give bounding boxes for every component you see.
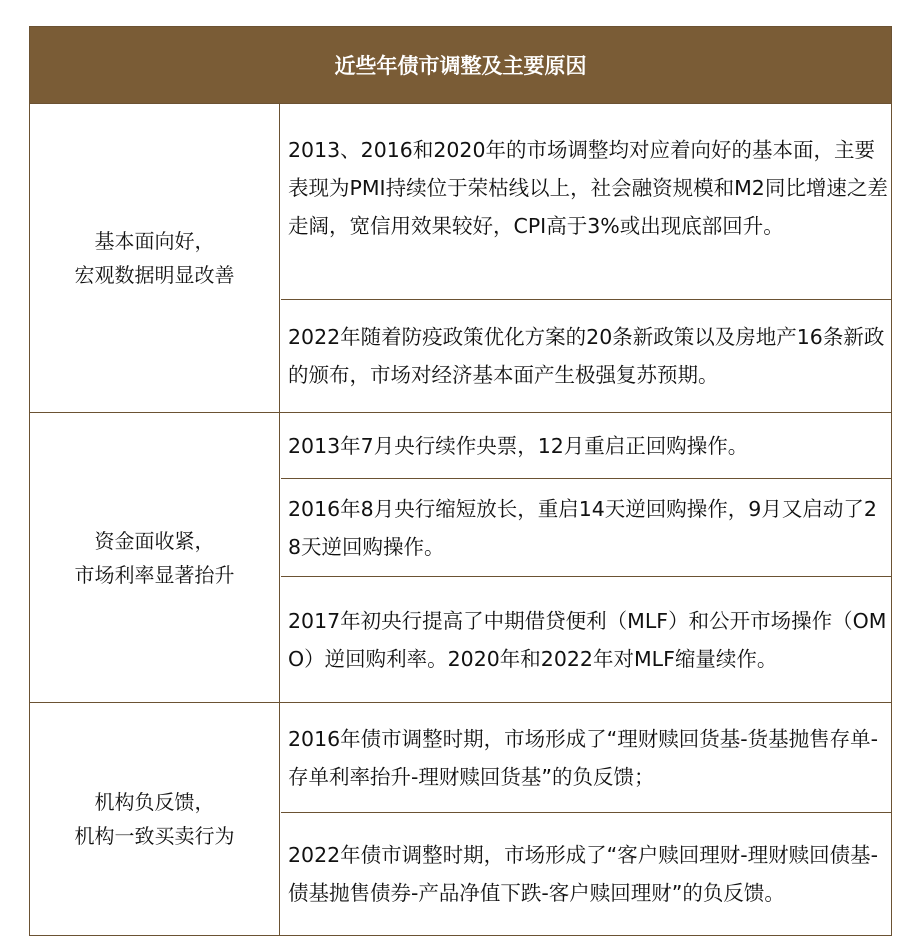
group-label-line1: 基本面向好， bbox=[94, 229, 215, 253]
table-title: 近些年债市调整及主要原因 bbox=[30, 27, 891, 104]
group-label-line1: 机构负反馈， bbox=[94, 790, 215, 814]
group-liquidity bbox=[30, 413, 891, 703]
reason-cell bbox=[281, 300, 891, 412]
reason-text: 2013、2016和2020年的市场调整均对应着向好的基本面，主要表现为PMI持续位于荣枯线以上，社会融资规模和M2同比增速之差走阔，宽信用效果较好，CPI高于3%或出现底部回升。 bbox=[288, 138, 888, 238]
group-institutions bbox=[30, 703, 891, 935]
group-label bbox=[30, 104, 280, 412]
reason-text: 2022年债市调整时期，市场形成了“客户赎回理财-理财赎回债基-债基抛售债券-产品净值下跌-客户赎回理财”的负反馈。 bbox=[288, 843, 879, 905]
group-fundamentals bbox=[30, 104, 891, 413]
reason-cell bbox=[281, 413, 891, 479]
reasons-table bbox=[29, 26, 892, 936]
reason-cell bbox=[281, 813, 891, 935]
reason-cell bbox=[281, 104, 891, 300]
group-label-line2: 宏观数据明显改善 bbox=[74, 263, 235, 287]
group-label bbox=[30, 703, 280, 935]
group-label-line1: 资金面收紧， bbox=[94, 528, 215, 553]
group-label-line2: 市场利率显著抬升 bbox=[74, 562, 235, 587]
reason-text: 2022年随着防疫政策优化方案的20条新政策以及房地产16条新政的颁布，市场对经济基本面产生极强复苏预期。 bbox=[288, 325, 885, 387]
reason-cell bbox=[281, 703, 891, 813]
group-label-line2: 机构一致买卖行为 bbox=[74, 824, 235, 848]
group-label bbox=[30, 413, 280, 702]
reason-cell bbox=[281, 479, 891, 577]
reason-text: 2017年初央行提高了中期借贷便利（MLF）和公开市场操作（OMO）逆回购利率。2020年和2022年对MLF缩量续作。 bbox=[288, 609, 887, 671]
reason-cell bbox=[281, 577, 891, 703]
reason-text: 2016年8月央行缩短放长，重启14天逆回购操作，9月又启动了28天逆回购操作。 bbox=[288, 496, 877, 559]
reason-text: 2016年债市调整时期，市场形成了“理财赎回货基-货基抛售存单-存单利率抬升-理财赎回货基”的负反馈； bbox=[288, 726, 879, 789]
reason-text: 2013年7月央行续作央票，12月重启正回购操作。 bbox=[288, 433, 749, 458]
